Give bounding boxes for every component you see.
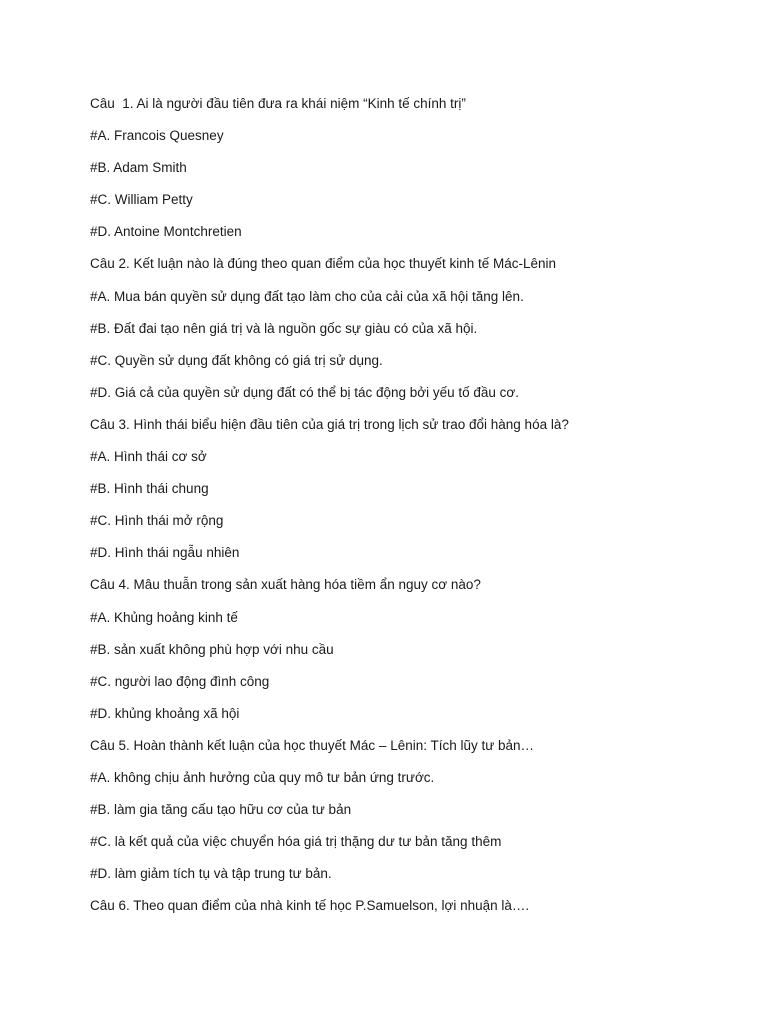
question-2-option-a: #A. Mua bán quyền sử dụng đất tạo làm cho của cải của xã hội tăng lên. [90, 288, 524, 304]
question-4-option-b: #B. sản xuất không phù hợp với nhu cầu [90, 641, 334, 657]
question-4-option-c: #C. người lao động đình công [90, 673, 270, 689]
question-6-text: Câu 6. Theo quan điểm của nhà kinh tế học P.Samuelson, lợi nhuận là…. [90, 898, 530, 914]
question-4-text: Câu 4. Mâu thuẫn trong sản xuất hàng hóa tiềm ẩn nguy cơ nào? [90, 577, 481, 593]
question-1-option-d: #D. Antoine Montchretien [90, 224, 242, 240]
question-5-text: Câu 5. Hoàn thành kết luận của học thuyết Mác – Lênin: Tích lũy tư bản… [90, 737, 535, 753]
question-1-text: Câu 1. Ai là người đầu tiên đưa ra khái niệm “Kinh tế chính trị” [90, 96, 466, 111]
question-1-option-b: #B. Adam Smith [90, 160, 187, 176]
question-4-option-d: #D. khủng khoảng xã hội [90, 705, 240, 721]
question-2-option-b: #B. Đất đai tạo nên giá trị và là nguồn gốc sự giàu có của xã hội. [90, 320, 478, 336]
question-5-option-c: #C. là kết quả của việc chuyển hóa giá trị thặng dư tư bản tăng thêm [90, 834, 502, 850]
question-1-option-c: #C. William Petty [90, 192, 193, 208]
question-5-option-a: #A. không chịu ảnh hưởng của quy mô tư bản ứng trước. [90, 769, 435, 785]
question-3-option-b: #B. Hình thái chung [90, 481, 209, 497]
question-2-option-c: #C. Quyền sử dụng đất không có giá trị sử dụng. [90, 352, 383, 368]
question-2-text: Câu 2. Kết luận nào là đúng theo quan điểm của học thuyết kinh tế Mác-Lênin [90, 256, 557, 272]
question-1-option-a: #A. Francois Quesney [90, 128, 224, 144]
question-4-option-a: #A. Khủng hoảng kinh tế [90, 609, 238, 625]
question-2-option-d: #D. Giá cả của quyền sử dụng đất có thể bị tác động bởi yếu tố đầu cơ. [90, 384, 520, 400]
question-3-option-c: #C. Hình thái mở rộng [90, 513, 224, 529]
question-list [90, 93, 730, 927]
question-3-text: Câu 3. Hình thái biểu hiện đầu tiên của giá trị trong lịch sử trao đổi hàng hóa là? [90, 416, 569, 432]
question-5-option-d: #D. làm giảm tích tụ và tập trung tư bản. [90, 866, 332, 882]
question-3-option-a: #A. Hình thái cơ sở [90, 449, 207, 465]
question-5-option-b: #B. làm gia tăng cấu tạo hữu cơ của tư bản [90, 802, 352, 818]
question-3-option-d: #D. Hình thái ngẫu nhiên [90, 545, 240, 561]
